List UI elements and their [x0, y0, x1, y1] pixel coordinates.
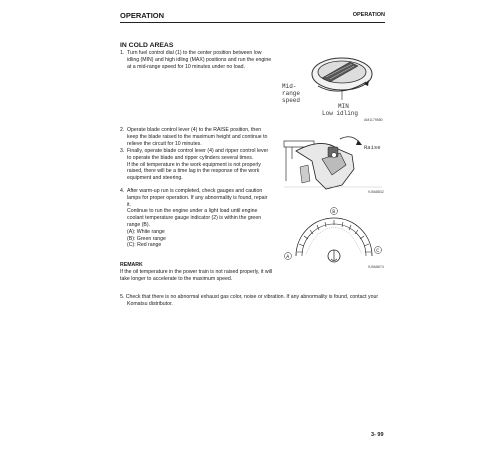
- dial-label-low-idling: Low idling: [322, 110, 359, 117]
- step-2-line: Operate blade control lever (4) to the RAISE position, then: [127, 127, 262, 133]
- dial-label-range: range: [282, 90, 301, 97]
- range-a-marker: [285, 253, 292, 261]
- step-number: 1.: [120, 50, 125, 56]
- step-3: [120, 148, 278, 182]
- step-3-line: If the oil temperature in the work equipment is not properly: [127, 161, 261, 168]
- dial-label-speed: speed: [282, 97, 301, 104]
- step-2-line: keep the blade raised to the maximum height and continue to: [127, 133, 268, 140]
- range-c-marker: [375, 247, 382, 255]
- section-title: IN COLD AREAS: [120, 42, 174, 49]
- header-left-title: OPERATION: [120, 11, 165, 20]
- step-1-line: idling (MIN) and high idling (MAX) positions and run the engine: [127, 56, 272, 63]
- step-2: [120, 127, 278, 147]
- header-rule: [120, 22, 385, 23]
- fuel-dial-icon: [312, 58, 372, 100]
- remark-line: If the oil temperature in the power train is not raised properly, it will: [120, 269, 273, 275]
- step-number: 4.: [120, 188, 125, 194]
- coolant-temperature-gauge-icon: [296, 218, 372, 262]
- step-4: [120, 188, 278, 249]
- figure-code: 9J9A8832: [368, 190, 384, 194]
- dial-label-min: MIN: [338, 103, 349, 110]
- figure-code: AM1179580: [364, 118, 383, 122]
- coolant-gauge-figure: [282, 204, 390, 270]
- step-1-line: Turn fuel control dial (1) to the center position between low: [127, 50, 262, 56]
- gauge-label-b: B: [332, 209, 336, 215]
- remark-title: REMARK: [120, 262, 143, 268]
- step-number: 3.: [120, 148, 125, 154]
- gauge-label-a: A: [286, 254, 290, 260]
- step-3-line: raised, there will be a time lag in the response of the work: [127, 168, 260, 175]
- lever-label-raise: Raise: [364, 144, 381, 151]
- step-4-line: range (B).: [127, 221, 151, 228]
- step-4-line: Continue to run the engine under a light load until engine: [127, 208, 258, 215]
- remark-line: take longer to accelerate to the maximum speed.: [120, 275, 233, 282]
- page-number: 3- 99: [371, 432, 384, 438]
- gauge-label-c: C: [376, 248, 380, 254]
- step-number: 2.: [120, 127, 125, 133]
- step-3-line: Finally, operate blade control lever (4) and ripper control lever: [127, 148, 269, 154]
- step-2-line: relieve the circuit for 10 minutes.: [127, 140, 202, 147]
- step-4-line: After warm-up run is completed, check gauges and caution: [127, 188, 263, 194]
- step-1-line: at a mid-range speed for 10 minutes under no load.: [127, 63, 245, 70]
- step-4-line: it.: [127, 201, 132, 208]
- step-4-line: coolant temperature gauge indicator (2) is within the green: [127, 215, 262, 222]
- header-right-title: OPERATION: [352, 12, 385, 18]
- dial-label-mid: Mid-: [282, 83, 297, 90]
- step-3-line: to operate the blade and ripper cylinders several times.: [127, 154, 254, 161]
- figure-code: 9J9A8674: [368, 265, 384, 269]
- remark-text: [120, 269, 385, 283]
- step-4-line: (A): White range: [127, 228, 165, 235]
- step-4-line: (B): Green range: [127, 235, 166, 242]
- step-4-line: lamps for proper operation. If any abnormality is found, repair: [127, 194, 268, 201]
- blade-lever-figure: [282, 129, 390, 195]
- fuel-dial-figure: [280, 52, 390, 122]
- step-4-line: (C): Red range: [127, 242, 162, 249]
- step-1: [120, 50, 278, 70]
- step-5-line: 5. Check that there is no abnormal exhaust gas color, noise or vibration. If any abnormality is found, contact your: [120, 294, 379, 300]
- step-5-line: Komatsu distributor.: [127, 300, 173, 307]
- step-5: [120, 294, 388, 308]
- range-b-marker: [331, 208, 338, 216]
- step-3-line: equipment and steering.: [127, 175, 183, 182]
